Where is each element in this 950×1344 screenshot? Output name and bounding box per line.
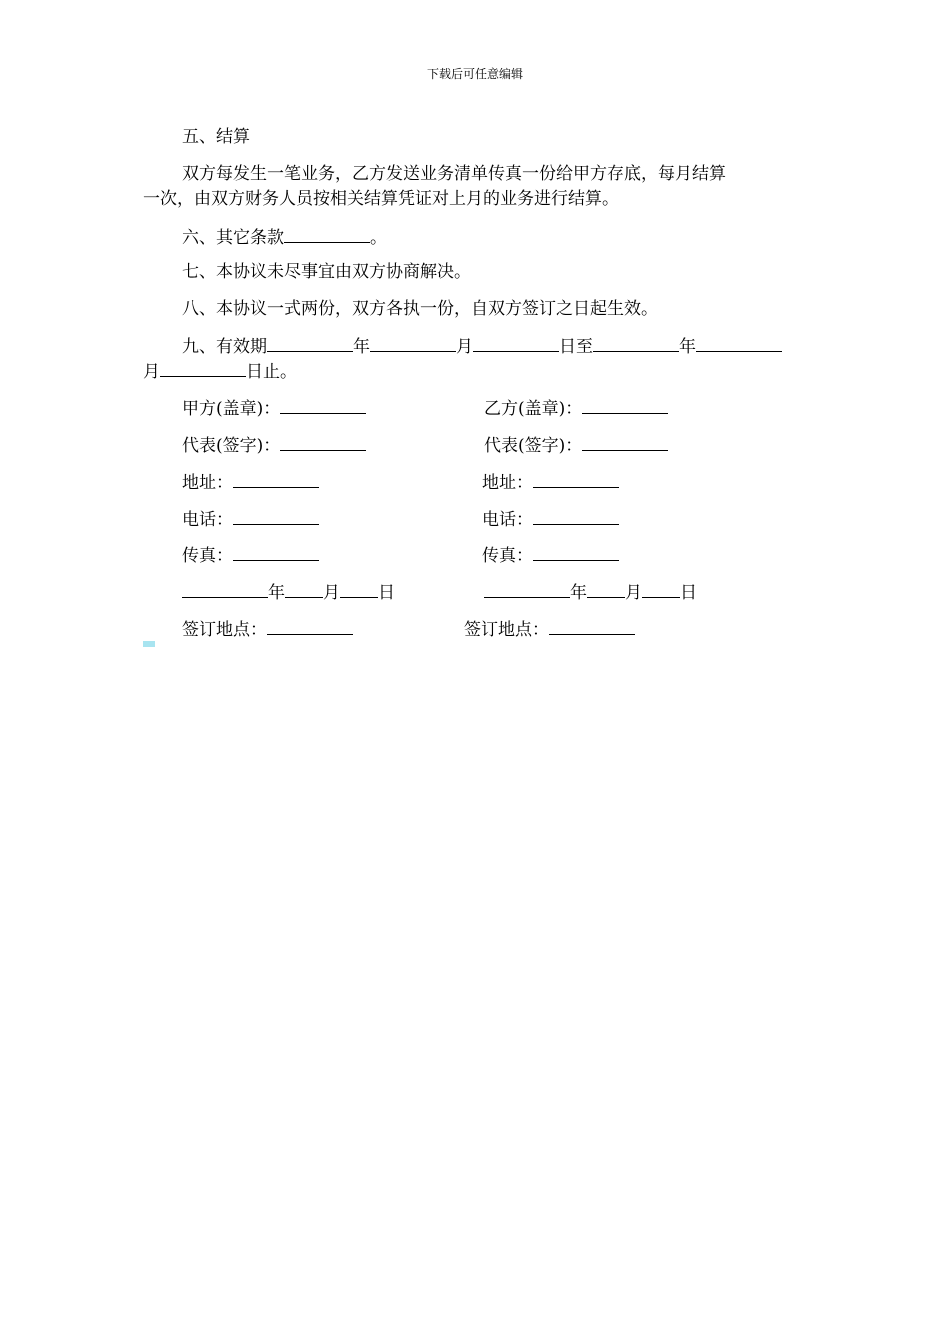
party-b-day-blank[interactable] <box>642 579 680 598</box>
cursor-marker <box>143 641 155 647</box>
start-month-blank[interactable] <box>370 333 456 352</box>
end-day-blank[interactable] <box>160 358 246 377</box>
address-label: 地址： <box>482 473 533 493</box>
party-b-year-blank[interactable] <box>484 579 570 598</box>
party-a-day-blank[interactable] <box>340 579 378 598</box>
party-b-rep-blank[interactable] <box>582 432 668 451</box>
section-six-label: 六、其它条款 <box>182 228 284 248</box>
party-a-phone-blank[interactable] <box>233 506 319 525</box>
end-month-blank[interactable] <box>696 333 782 352</box>
party-a-place-blank[interactable] <box>267 616 353 635</box>
page-header-note: 下载后可任意编辑 <box>426 67 523 81</box>
fax-label: 传真： <box>482 546 533 566</box>
section-six <box>182 224 387 250</box>
year-text: 年 <box>679 337 696 357</box>
party-a-year-blank[interactable] <box>182 579 268 598</box>
section-seven: 七、本协议未尽事宜由双方协商解决。 <box>182 262 471 282</box>
party-b-phone <box>482 506 619 532</box>
party-a-address-blank[interactable] <box>233 469 319 488</box>
party-a-month-blank[interactable] <box>285 579 323 598</box>
section-five-title: 五、结算 <box>182 127 250 147</box>
day-text: 日 <box>680 583 697 603</box>
party-a-rep <box>182 432 366 458</box>
party-a-fax-blank[interactable] <box>233 542 319 561</box>
rep-label: 代表(签字)： <box>484 436 583 456</box>
party-a-seal <box>182 395 366 421</box>
party-a-place <box>182 616 353 642</box>
party-a-label: 甲方(盖章)： <box>182 399 281 419</box>
place-label: 签订地点： <box>182 620 267 640</box>
party-b-address <box>482 469 619 495</box>
month-text: 月 <box>143 362 160 382</box>
other-terms-blank[interactable] <box>284 224 370 243</box>
rep-label: 代表(签字)： <box>182 436 281 456</box>
section-five-body-line1: 双方每发生一笔业务，乙方发送业务清单传真一份给甲方存底，每月结算 <box>182 164 726 184</box>
party-b-month-blank[interactable] <box>587 579 625 598</box>
place-label: 签订地点： <box>464 620 549 640</box>
party-a-address <box>182 469 319 495</box>
start-year-blank[interactable] <box>267 333 353 352</box>
party-b-seal <box>484 395 668 421</box>
section-nine-label: 九、有效期 <box>182 337 267 357</box>
phone-label: 电话： <box>182 510 233 530</box>
party-a-rep-blank[interactable] <box>280 432 366 451</box>
year-text: 年 <box>570 583 587 603</box>
party-b-phone-blank[interactable] <box>533 506 619 525</box>
day-to-text: 日至 <box>559 337 593 357</box>
party-b-place <box>464 616 635 642</box>
party-b-rep <box>484 432 668 458</box>
year-text: 年 <box>353 337 370 357</box>
section-five-body-line2: 一次，由双方财务人员按相关结算凭证对上月的业务进行结算。 <box>143 189 619 209</box>
party-a-seal-blank[interactable] <box>280 395 366 414</box>
address-label: 地址： <box>182 473 233 493</box>
phone-label: 电话： <box>482 510 533 530</box>
end-year-blank[interactable] <box>593 333 679 352</box>
start-day-blank[interactable] <box>473 333 559 352</box>
year-text: 年 <box>268 583 285 603</box>
month-text: 月 <box>456 337 473 357</box>
party-b-place-blank[interactable] <box>549 616 635 635</box>
month-text: 月 <box>625 583 642 603</box>
fax-label: 传真： <box>182 546 233 566</box>
party-a-fax <box>182 542 319 568</box>
day-end-text: 日止。 <box>246 362 297 382</box>
section-nine-line1 <box>182 333 782 359</box>
party-b-fax <box>482 542 619 568</box>
month-text: 月 <box>323 583 340 603</box>
party-b-address-blank[interactable] <box>533 469 619 488</box>
party-b-fax-blank[interactable] <box>533 542 619 561</box>
party-a-date <box>182 579 395 605</box>
party-b-seal-blank[interactable] <box>582 395 668 414</box>
section-six-suffix: 。 <box>370 228 387 248</box>
party-b-date <box>484 579 697 605</box>
party-a-phone <box>182 506 319 532</box>
day-text: 日 <box>378 583 395 603</box>
section-eight: 八、本协议一式两份，双方各执一份，自双方签订之日起生效。 <box>182 299 658 319</box>
section-nine-line2 <box>143 358 297 384</box>
party-b-label: 乙方(盖章)： <box>484 399 583 419</box>
